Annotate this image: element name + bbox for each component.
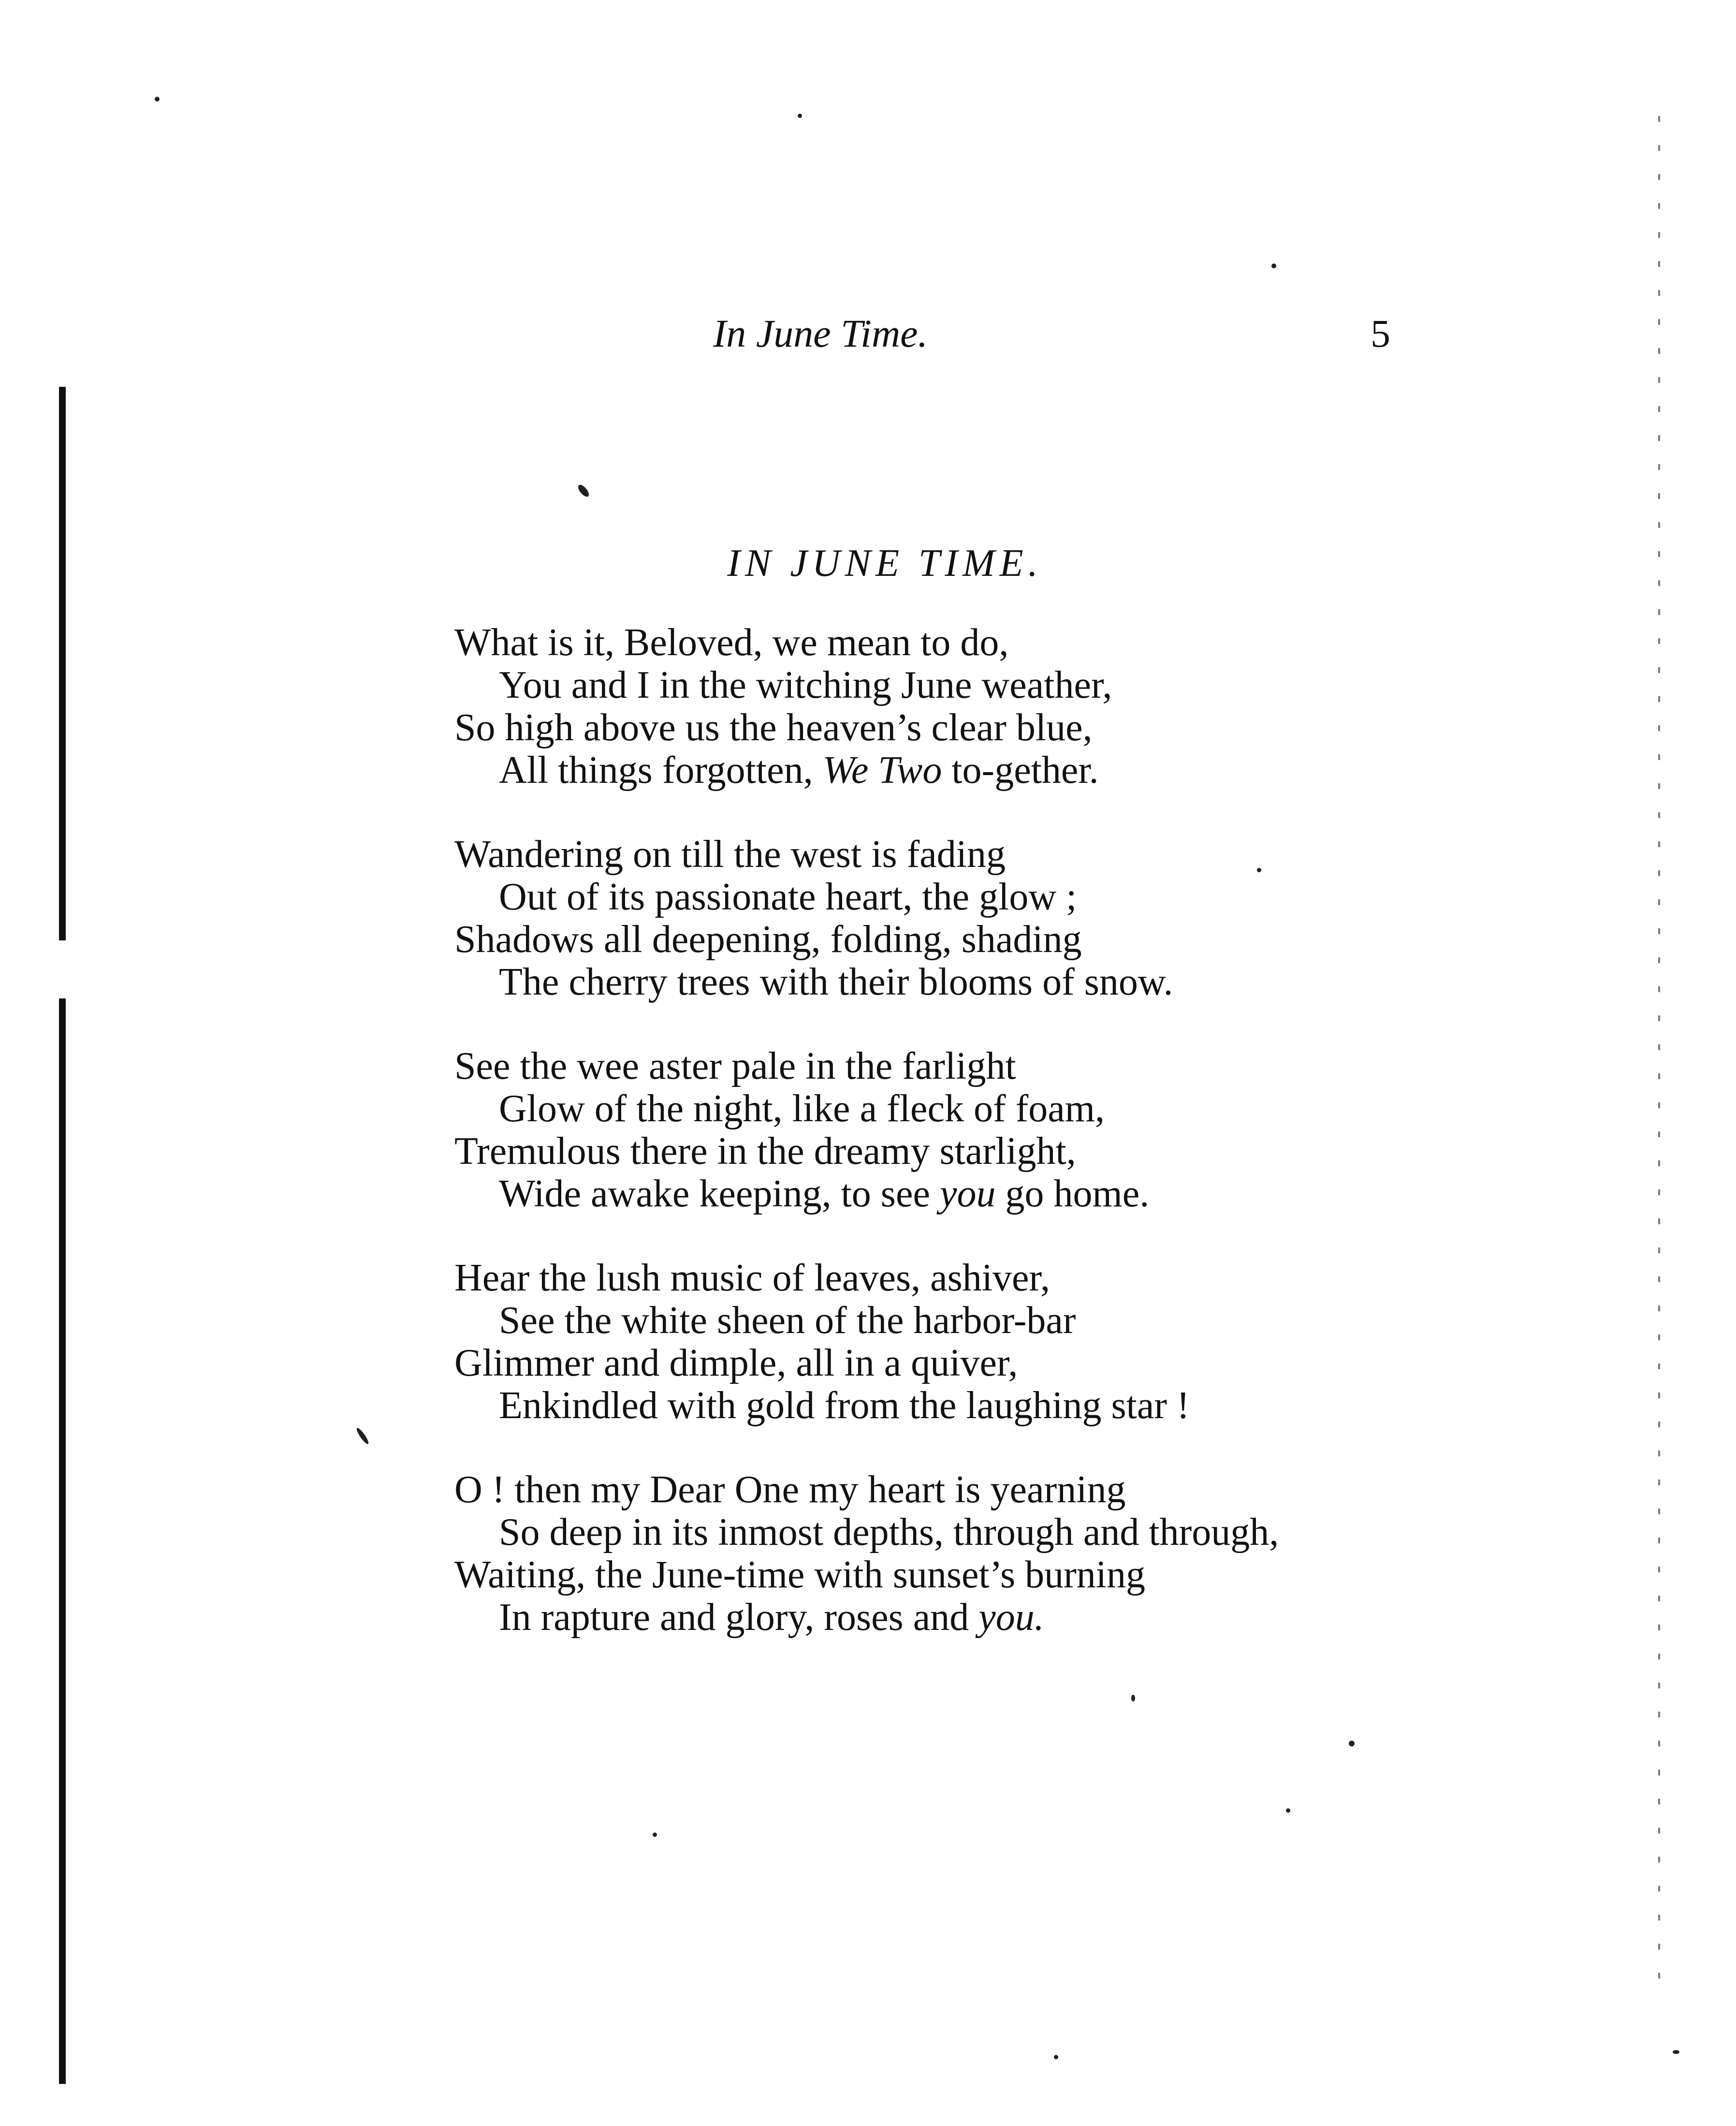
stanza-1 xyxy=(454,621,1470,792)
running-title: In June Time. xyxy=(713,311,928,355)
poem-line: Tremulous there in the dreamy starlight, xyxy=(454,1130,1076,1173)
paper-speck xyxy=(576,483,591,499)
italic-text: you. xyxy=(978,1596,1044,1639)
line-text: In rapture and glory, roses and xyxy=(499,1596,979,1639)
margin-rule xyxy=(59,387,66,2084)
paper-speck xyxy=(1673,2050,1679,2054)
paper-speck xyxy=(1271,264,1276,268)
poem-line: You and I in the witching June weather, xyxy=(499,664,1112,706)
margin-rule-gap xyxy=(57,940,68,998)
stanza-2 xyxy=(454,833,1470,1003)
poem-line xyxy=(454,1596,1470,1639)
poem-line: Glimmer and dimple, all in a quiver, xyxy=(454,1342,1018,1384)
poem-line: See the wee aster pale in the farlight xyxy=(454,1045,1016,1087)
poem-line: So high above us the heaven’s clear blue, xyxy=(454,706,1093,749)
poem-line: Hear the lush music of leaves, ashiver, xyxy=(454,1257,1050,1299)
paper-speck xyxy=(653,1833,657,1837)
stanza-3 xyxy=(454,1045,1470,1215)
italic-text: We Two xyxy=(822,749,942,792)
poem-line: See the white sheen of the harbor-bar xyxy=(499,1299,1076,1342)
running-head xyxy=(0,309,1736,363)
line-text: to-gether. xyxy=(942,749,1099,792)
poem-line: So deep in its inmost depths, through and through, xyxy=(499,1511,1279,1554)
poem-line: Waiting, the June-time with sunset’s burning xyxy=(454,1554,1145,1596)
paper-speck xyxy=(355,1427,370,1446)
stanza-4 xyxy=(454,1257,1470,1427)
poem-line: The cherry trees with their blooms of snow. xyxy=(499,961,1173,1003)
poem-body xyxy=(454,621,1470,1680)
poem-line: Shadows all deepening, folding, shading xyxy=(454,918,1082,961)
italic-text: you xyxy=(939,1173,996,1215)
paper-speck xyxy=(1286,1808,1290,1813)
poem-line: Wandering on till the west is fading xyxy=(454,833,1006,876)
poem-line: Enkindled with gold from the laughing star ! xyxy=(499,1384,1190,1427)
paper-speck xyxy=(1054,2055,1058,2059)
poem-title: IN JUNE TIME. xyxy=(727,542,1043,585)
poem-line xyxy=(454,1173,1470,1215)
line-text: All things forgotten, xyxy=(499,749,823,792)
poem-line: What is it, Beloved, we mean to do, xyxy=(454,621,1009,664)
paper-speck xyxy=(1257,868,1261,872)
poem-line: Out of its passionate heart, the glow ; xyxy=(499,876,1077,918)
paper-speck xyxy=(1349,1741,1355,1746)
stanza-5 xyxy=(454,1468,1470,1639)
poem-line: O ! then my Dear One my heart is yearning xyxy=(454,1468,1126,1511)
right-edge-speckle xyxy=(1658,116,1660,2002)
paper-speck xyxy=(798,114,802,118)
line-text: go home. xyxy=(995,1173,1150,1215)
page-number: 5 xyxy=(1371,311,1390,355)
poem-line xyxy=(454,749,1470,792)
line-text: Wide awake keeping, to see xyxy=(499,1173,940,1215)
paper-speck xyxy=(155,97,160,102)
poem-line: Glow of the night, like a fleck of foam, xyxy=(499,1087,1105,1130)
paper-speck xyxy=(1131,1695,1135,1701)
